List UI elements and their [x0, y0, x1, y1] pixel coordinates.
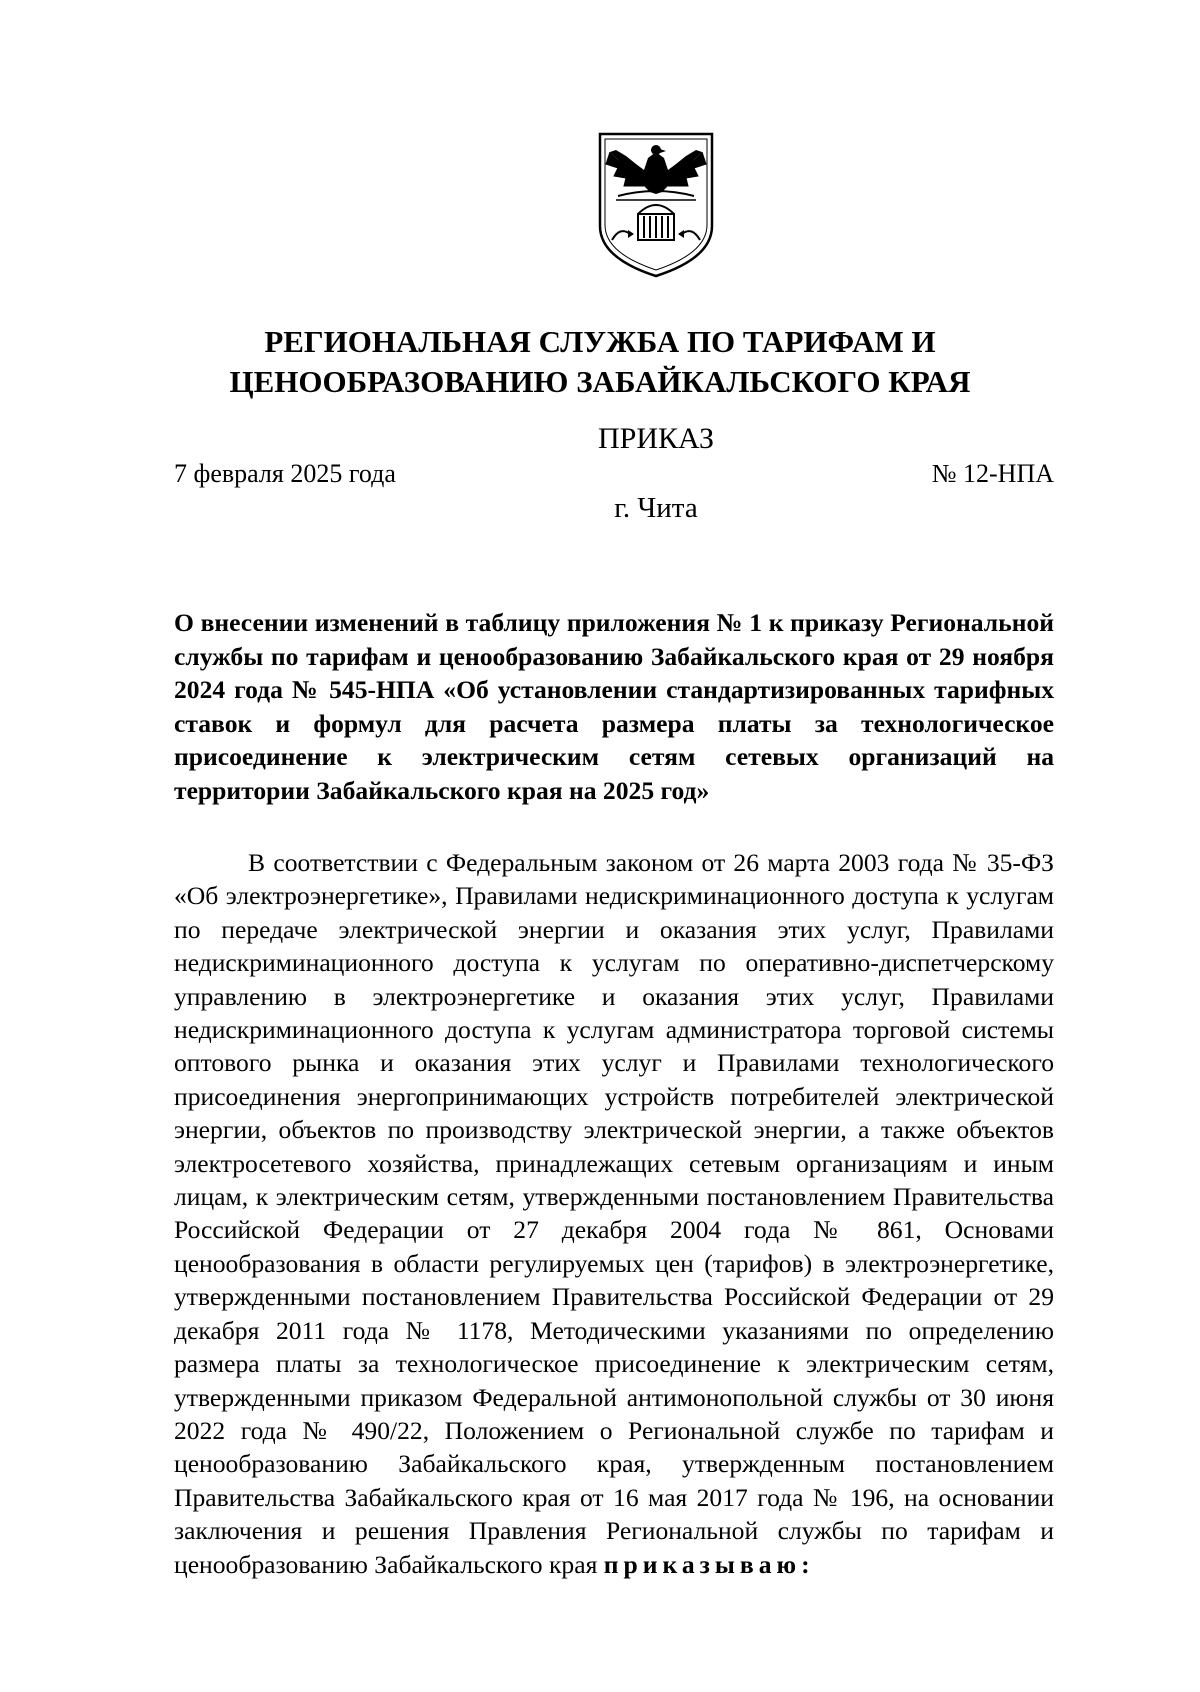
organization-title: РЕГИОНАЛЬНАЯ СЛУЖБА ПО ТАРИФАМ И ЦЕНООБРАЗОВАНИЮ ЗАБАЙКАЛЬСКОГО КРАЯ	[229, 324, 971, 399]
body-paragraph	[174, 846, 1054, 1581]
coat-of-arms-icon	[596, 130, 716, 280]
decree-word: приказываю:	[603, 1549, 815, 1579]
document-number: № 12-НПА	[931, 459, 1054, 488]
document-type: ПРИКАЗ	[598, 422, 714, 455]
document-date: 7 февраля 2025 года	[174, 459, 396, 488]
body-text: В соответствии с Федеральным законом от 26 марта 2003 года № 35-ФЗ «Об электроэнергетике», Правилами недискриминационного доступа к услугам по передаче электрической энергии и оказания этих услуг, Правилами недискриминационного доступа к услугам по оперативно-диспетчерскому управлению в электроэнергетике и оказания этих услуг, Правилами недискриминационного доступа к услугам администратора торговой системы оптового рынка и оказания этих услуг и Правилами технологического присоединения энергопринимающих устройств потребителей электрической энергии, объектов по производству электрической энергии, а также объектов электросетевого хозяйства, принадлежащих сетевым организациям и иным лицам, к электрическим сетям, утвержденными постановлением Правительства Российской Федерации от 27 декабря 2004 года № 861, Основами ценообразования в области регулируемых цен (тарифов) в электроэнергетике, утвержденными постановлением Правительства Российской Федерации от 29 декабря 2011 года № 1178, Методическими указаниями по определению размера платы за технологическое присоединение к электрическим сетям, утвержденными приказом Федеральной антимонопольной службы от 30 июня 2022 года № 490/22, Положением о Региональной службе по тарифам и ценообразованию Забайкальского края, утвержденным постановлением Правительства Забайкальского края от 16 мая 2017 года № 196, на основании заключения и решения Правления Региональной службы по тарифам и ценообразованию Забайкальского края	[174, 848, 1054, 1579]
document-subject: О внесении изменений в таблицу приложения № 1 к приказу Региональной службы по тарифам и ценообразованию Забайкальского края от 29 ноября 2024 года № 545-НПА «Об установлении стандартизированных тарифных ставок и формул для расчета размера платы за технологическое присоединение к электрическим сетям сетевых организаций на территории Забайкальского края на 2025 год»	[174, 608, 1054, 805]
document-city: г. Чита	[614, 492, 698, 524]
